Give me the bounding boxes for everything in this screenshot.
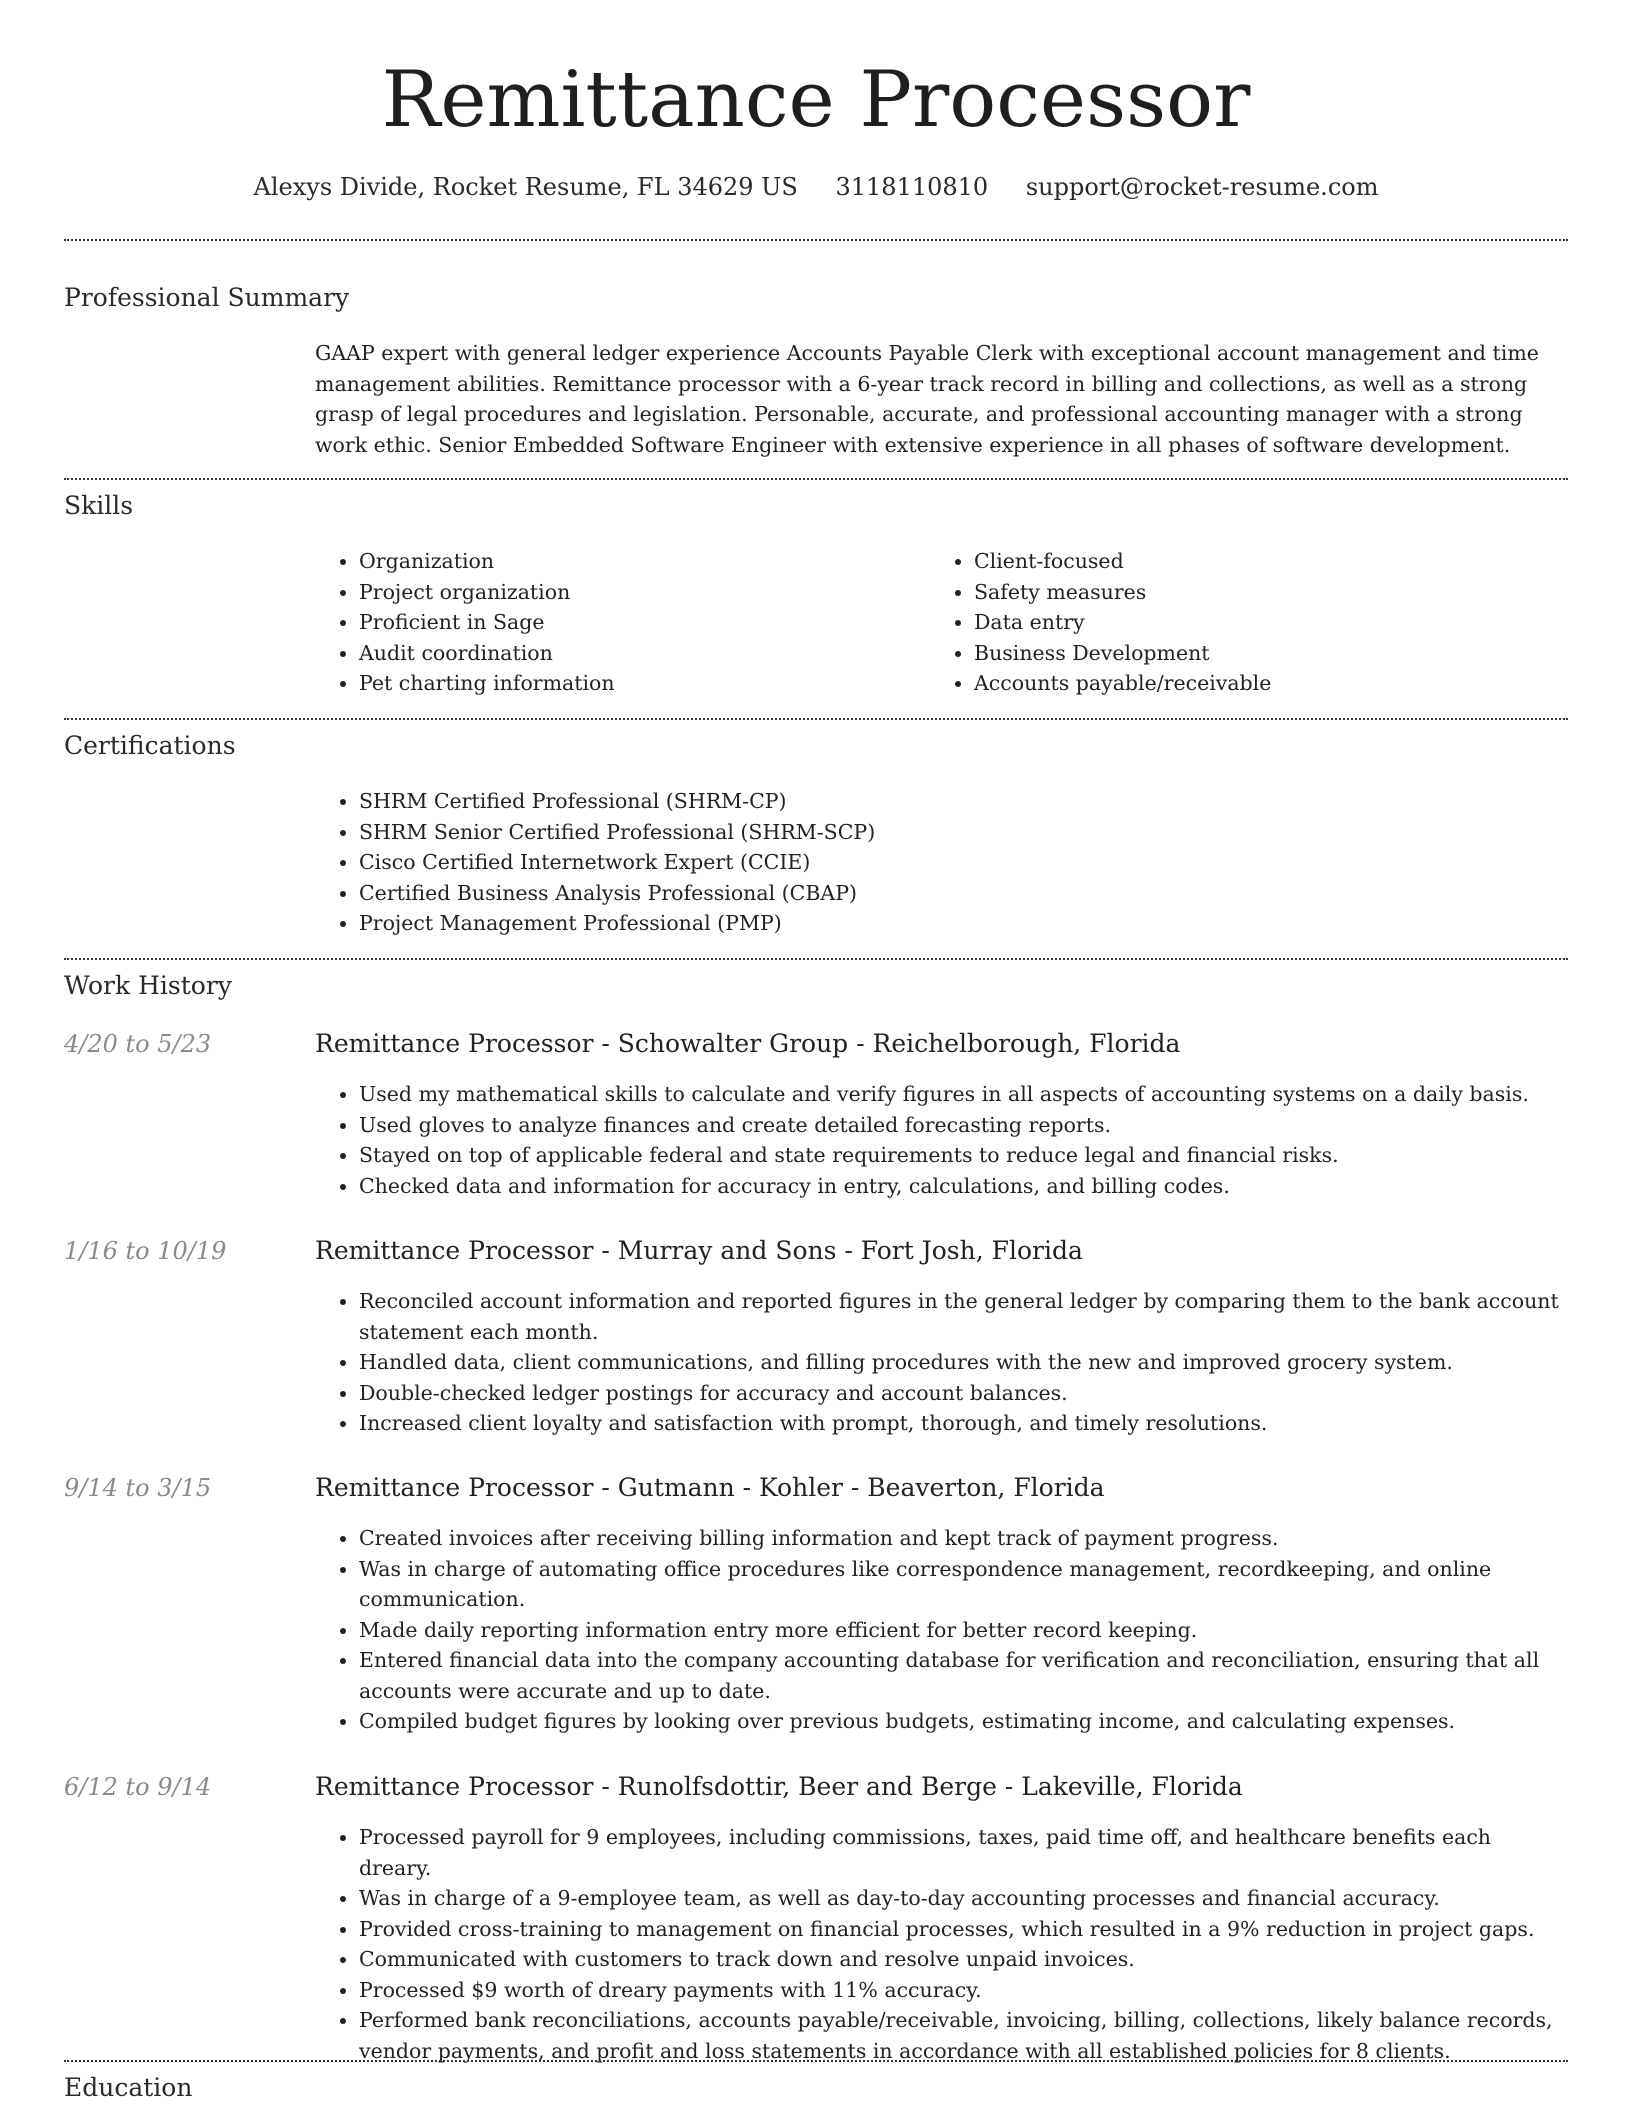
skill-item: • Client-focused xyxy=(974,546,1550,577)
education-heading: Education xyxy=(64,2073,193,2102)
job-date: 9/14 to 3/15 xyxy=(64,1474,212,1502)
job-bullet: • Used gloves to analyze finances and create detailed forecasting reports. xyxy=(359,1110,1568,1141)
job-bullet: • Created invoices after receiving billing information and kept track of payment progress. xyxy=(359,1523,1568,1554)
job-title: Remittance Processor - Schowalter Group - Reichelborough, Florida xyxy=(315,1029,1181,1058)
work-history-heading: Work History xyxy=(64,971,232,1000)
skill-item: • Data entry xyxy=(974,607,1550,638)
work-divider xyxy=(64,2060,1568,2062)
contact-address: Alexys Divide, Rocket Resume, FL 34629 US xyxy=(253,173,798,201)
skill-item: • Audit coordination xyxy=(359,638,915,669)
skill-item: • Safety measures xyxy=(974,577,1550,608)
job-bullet: • Compiled budget figures by looking over previous budgets, estimating income, and calculating expenses. xyxy=(359,1706,1568,1737)
certifications-list xyxy=(315,786,1568,939)
job-date: 6/12 to 9/14 xyxy=(64,1773,212,1801)
certifications-divider xyxy=(64,958,1568,960)
job-date: 4/20 to 5/23 xyxy=(64,1030,212,1058)
skill-item: • Proficient in Sage xyxy=(359,607,915,638)
skill-item: • Business Development xyxy=(974,638,1550,669)
certification-item: • SHRM Certified Professional (SHRM-CP) xyxy=(359,786,1568,817)
job-bullet: • Stayed on top of applicable federal and state requirements to reduce legal and financial risks. xyxy=(359,1140,1568,1171)
skills-column-left xyxy=(315,546,915,699)
job-bullet: • Used my mathematical skills to calculate and verify figures in all aspects of accounting systems on a daily basis. xyxy=(359,1079,1568,1110)
skill-item: • Accounts payable/receivable xyxy=(974,668,1550,699)
job-title: Remittance Processor - Runolfsdottir, Beer and Berge - Lakeville, Florida xyxy=(315,1772,1243,1801)
job-bullet: • Increased client loyalty and satisfaction with prompt, thorough, and timely resolutions. xyxy=(359,1408,1568,1439)
summary-text: GAAP expert with general ledger experience Accounts Payable Clerk with exceptional account management and time management abilities. Remittance processor with a 6-year track record in billing and collections, as well as a strong grasp of legal procedures and legislation. Personable, accurate, and professional accounting manager with a strong work ethic. Senior Embedded Software Engineer with extensive experience in all phases of software development. xyxy=(315,341,1539,457)
certifications-heading: Certifications xyxy=(64,731,236,760)
job-bullets xyxy=(315,1079,1568,1201)
job-bullets xyxy=(315,1822,1568,2066)
contact-line xyxy=(64,171,1568,203)
job-bullet: • Processed $9 worth of dreary payments with 11% accuracy. xyxy=(359,1975,1568,2006)
skills-column-right xyxy=(930,546,1550,699)
header-divider xyxy=(64,239,1568,241)
job-bullet: • Double-checked ledger postings for accuracy and account balances. xyxy=(359,1378,1568,1409)
job-bullet: • Was in charge of automating office procedures like correspondence management, recordkeeping, and online communication. xyxy=(359,1554,1568,1615)
job-bullet: • Checked data and information for accuracy in entry, calculations, and billing codes. xyxy=(359,1171,1568,1202)
job-date: 1/16 to 10/19 xyxy=(64,1237,227,1265)
skill-item: • Organization xyxy=(359,546,915,577)
job-bullet: • Entered financial data into the company accounting database for verification and reconciliation, ensuring that all accounts were accurate and up to date. xyxy=(359,1645,1568,1706)
job-bullet: • Communicated with customers to track down and resolve unpaid invoices. xyxy=(359,1944,1568,1975)
certification-item: • Project Management Professional (PMP) xyxy=(359,908,1568,939)
job-title: Remittance Processor - Gutmann - Kohler - Beaverton, Florida xyxy=(315,1473,1105,1502)
skill-item: • Pet charting information xyxy=(359,668,915,699)
job-title: Remittance Processor - Murray and Sons - Fort Josh, Florida xyxy=(315,1236,1083,1265)
job-bullets xyxy=(315,1286,1568,1439)
contact-phone: 3118110810 xyxy=(835,173,989,201)
candidate-name: Remittance Processor xyxy=(381,55,1251,145)
job-bullet: • Reconciled account information and reported figures in the general ledger by comparing them to the bank account statement each month. xyxy=(359,1286,1568,1347)
job-bullet: • Performed bank reconciliations, accounts payable/receivable, invoicing, billing, collections, likely balance records, vendor payments, and profit and loss statements in accordance with all established policies for 8 clients. xyxy=(359,2005,1568,2066)
job-bullet: • Was in charge of a 9-employee team, as well as day-to-day accounting processes and financial accuracy. xyxy=(359,1883,1568,1914)
job-bullet: • Processed payroll for 9 employees, including commissions, taxes, paid time off, and healthcare benefits each dreary. xyxy=(359,1822,1568,1883)
job-bullet: • Made daily reporting information entry more efficient for better record keeping. xyxy=(359,1615,1568,1646)
certification-item: • Cisco Certified Internetwork Expert (CCIE) xyxy=(359,847,1568,878)
job-bullets xyxy=(315,1523,1568,1737)
skills-divider xyxy=(64,718,1568,720)
job-bullet: • Provided cross-training to management on financial processes, which resulted in a 9% reduction in project gaps. xyxy=(359,1914,1568,1945)
contact-email: support@rocket-resume.com xyxy=(1025,173,1379,201)
summary-heading: Professional Summary xyxy=(64,283,350,312)
skills-heading: Skills xyxy=(64,491,134,520)
job-bullet: • Handled data, client communications, and filling procedures with the new and improved grocery system. xyxy=(359,1347,1568,1378)
skill-item: • Project organization xyxy=(359,577,915,608)
summary-divider xyxy=(64,478,1568,480)
certification-item: • SHRM Senior Certified Professional (SHRM-SCP) xyxy=(359,817,1568,848)
certification-item: • Certified Business Analysis Professional (CBAP) xyxy=(359,878,1568,909)
